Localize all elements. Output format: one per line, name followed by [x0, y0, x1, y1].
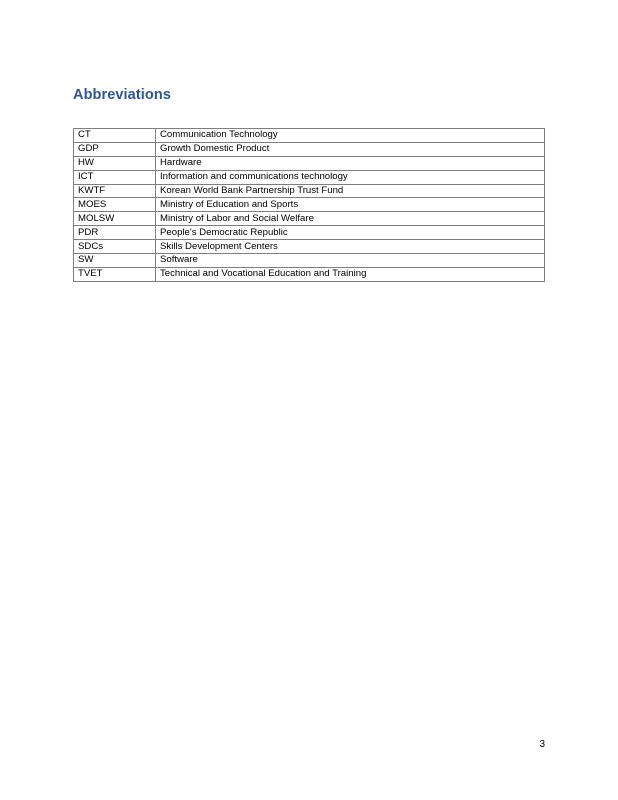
abbreviation-cell: MOLSW: [74, 212, 156, 226]
page-number: 3: [539, 739, 545, 750]
abbreviation-cell: KWTF: [74, 184, 156, 198]
abbreviation-cell: CT: [74, 129, 156, 143]
abbreviations-table: [73, 128, 545, 282]
definition-cell: Software: [156, 254, 545, 268]
table-row: [74, 198, 545, 212]
definition-cell: Korean World Bank Partnership Trust Fund: [156, 184, 545, 198]
table-row: [74, 212, 545, 226]
definition-cell: Communication Technology: [156, 129, 545, 143]
abbreviation-cell: HW: [74, 156, 156, 170]
definition-cell: Ministry of Education and Sports: [156, 198, 545, 212]
table-row: [74, 156, 545, 170]
table-row: [74, 240, 545, 254]
definition-cell: Growth Domestic Product: [156, 142, 545, 156]
table-row: [74, 226, 545, 240]
abbreviation-cell: PDR: [74, 226, 156, 240]
abbreviation-cell: GDP: [74, 142, 156, 156]
abbreviation-cell: MOES: [74, 198, 156, 212]
table-row: [74, 254, 545, 268]
table-row: [74, 184, 545, 198]
definition-cell: Hardware: [156, 156, 545, 170]
definition-cell: Technical and Vocational Education and Training: [156, 267, 545, 281]
definition-cell: People's Democratic Republic: [156, 226, 545, 240]
table-row: [74, 267, 545, 281]
definition-cell: Skills Development Centers: [156, 240, 545, 254]
abbreviation-cell: SDCs: [74, 240, 156, 254]
abbreviation-cell: SW: [74, 254, 156, 268]
definition-cell: Ministry of Labor and Social Welfare: [156, 212, 545, 226]
table-row: [74, 170, 545, 184]
abbreviation-cell: TVET: [74, 267, 156, 281]
abbreviation-cell: ICT: [74, 170, 156, 184]
table-row: [74, 129, 545, 143]
page-title: Abbreviations: [73, 87, 171, 103]
table-row: [74, 142, 545, 156]
definition-cell: Information and communications technology: [156, 170, 545, 184]
